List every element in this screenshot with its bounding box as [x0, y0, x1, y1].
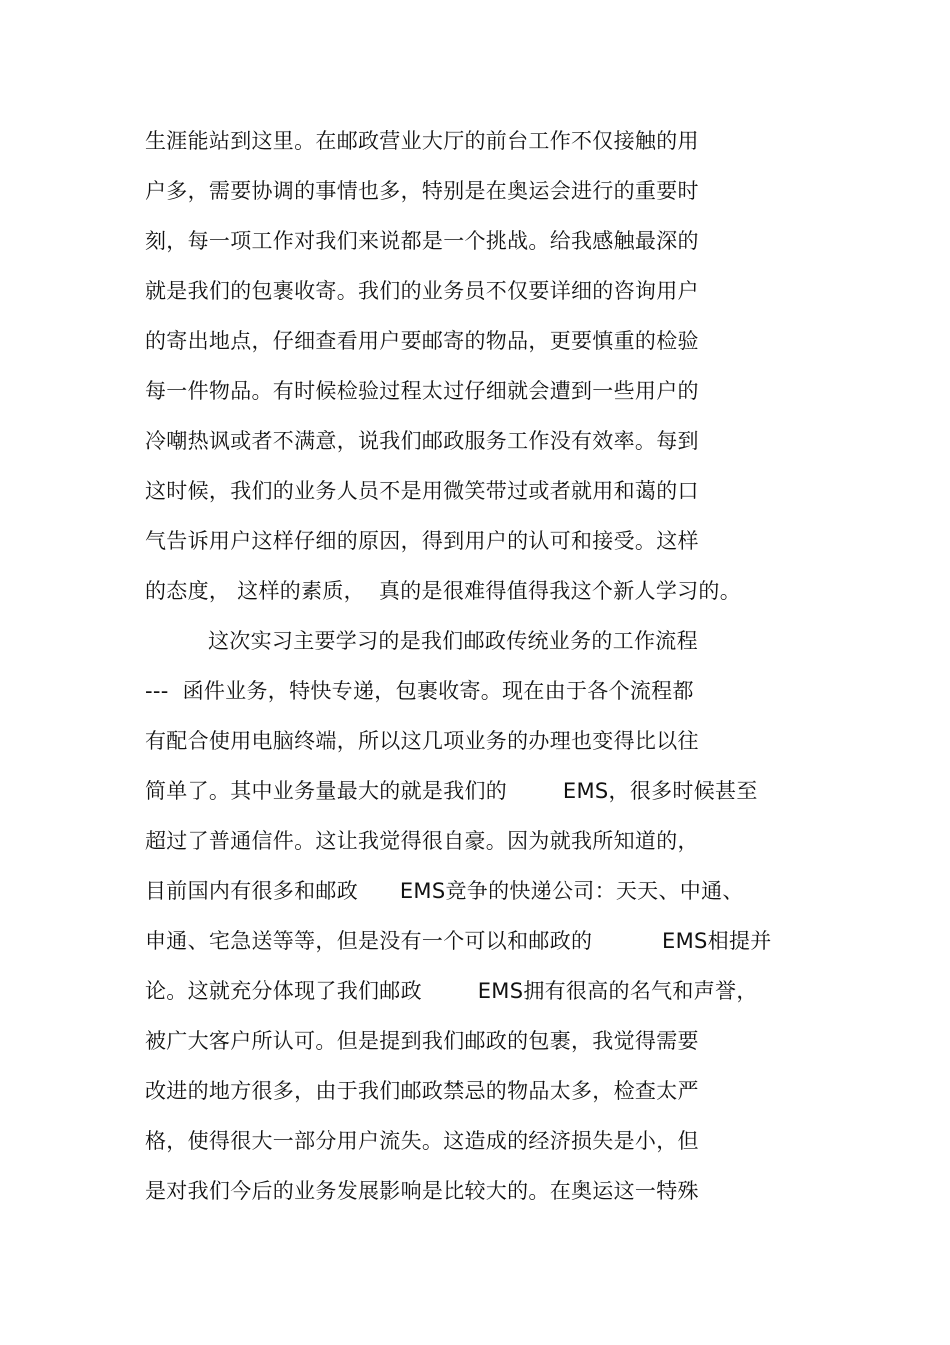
text-line: 的寄出地点，仔细查看用户要邮寄的物品，更要慎重的检验: [145, 329, 699, 353]
text-line: 论。这就充分体现了我们邮政 EMS拥有很高的名气和声誉，: [145, 979, 758, 1003]
text-line: 户多，需要协调的事情也多，特别是在奥运会进行的重要时: [145, 179, 699, 203]
text-line: 冷嘲热讽或者不满意，说我们邮政服务工作没有效率。每到: [145, 429, 699, 453]
text-line: 的态度， 这样的素质， 真的是很难得值得我这个新人学习的。: [145, 579, 742, 603]
paragraph-first-line: 这次实习主要学习的是我们邮政传统业务的工作流程: [208, 629, 698, 653]
text-line: 申通、宅急送等等，但是没有一个可以和邮政的 EMS相提并: [145, 929, 772, 953]
text-line: 是对我们今后的业务发展影响是比较大的。在奥运这一特殊: [145, 1179, 699, 1203]
text-line: 这时候，我们的业务人员不是用微笑带过或者就用和蔼的口: [145, 479, 699, 503]
text-line: 被广大客户所认可。但是提到我们邮政的包裹，我觉得需要: [145, 1029, 699, 1053]
text-line: 有配合使用电脑终端，所以这几项业务的办理也变得比以往: [145, 729, 699, 753]
text-line: 气告诉用户这样仔细的原因，得到用户的认可和接受。这样: [145, 529, 699, 553]
text-line: 格，使得很大一部分用户流失。这造成的经济损失是小，但: [145, 1129, 699, 1153]
text-line: 每一件物品。有时候检验过程太过仔细就会遭到一些用户的: [145, 379, 699, 403]
text-line: 就是我们的包裹收寄。我们的业务员不仅要详细的咨询用户: [145, 279, 699, 303]
text-line: 超过了普通信件。这让我觉得很自豪。因为就我所知道的，: [145, 829, 699, 853]
text-line: 简单了。其中业务量最大的就是我们的 EMS，很多时候甚至: [145, 779, 758, 803]
text-line: 目前国内有很多和邮政 EMS竞争的快递公司：天天、中通、: [145, 879, 744, 903]
text-line: 改进的地方很多，由于我们邮政禁忌的物品太多，检查太严: [145, 1079, 699, 1103]
text-line: --- 函件业务，特快专递，包裹收寄。现在由于各个流程都: [145, 679, 694, 703]
text-line: 刻，每一项工作对我们来说都是一个挑战。给我感触最深的: [145, 229, 699, 253]
text-line: 生涯能站到这里。在邮政营业大厅的前台工作不仅接触的用: [145, 129, 699, 153]
